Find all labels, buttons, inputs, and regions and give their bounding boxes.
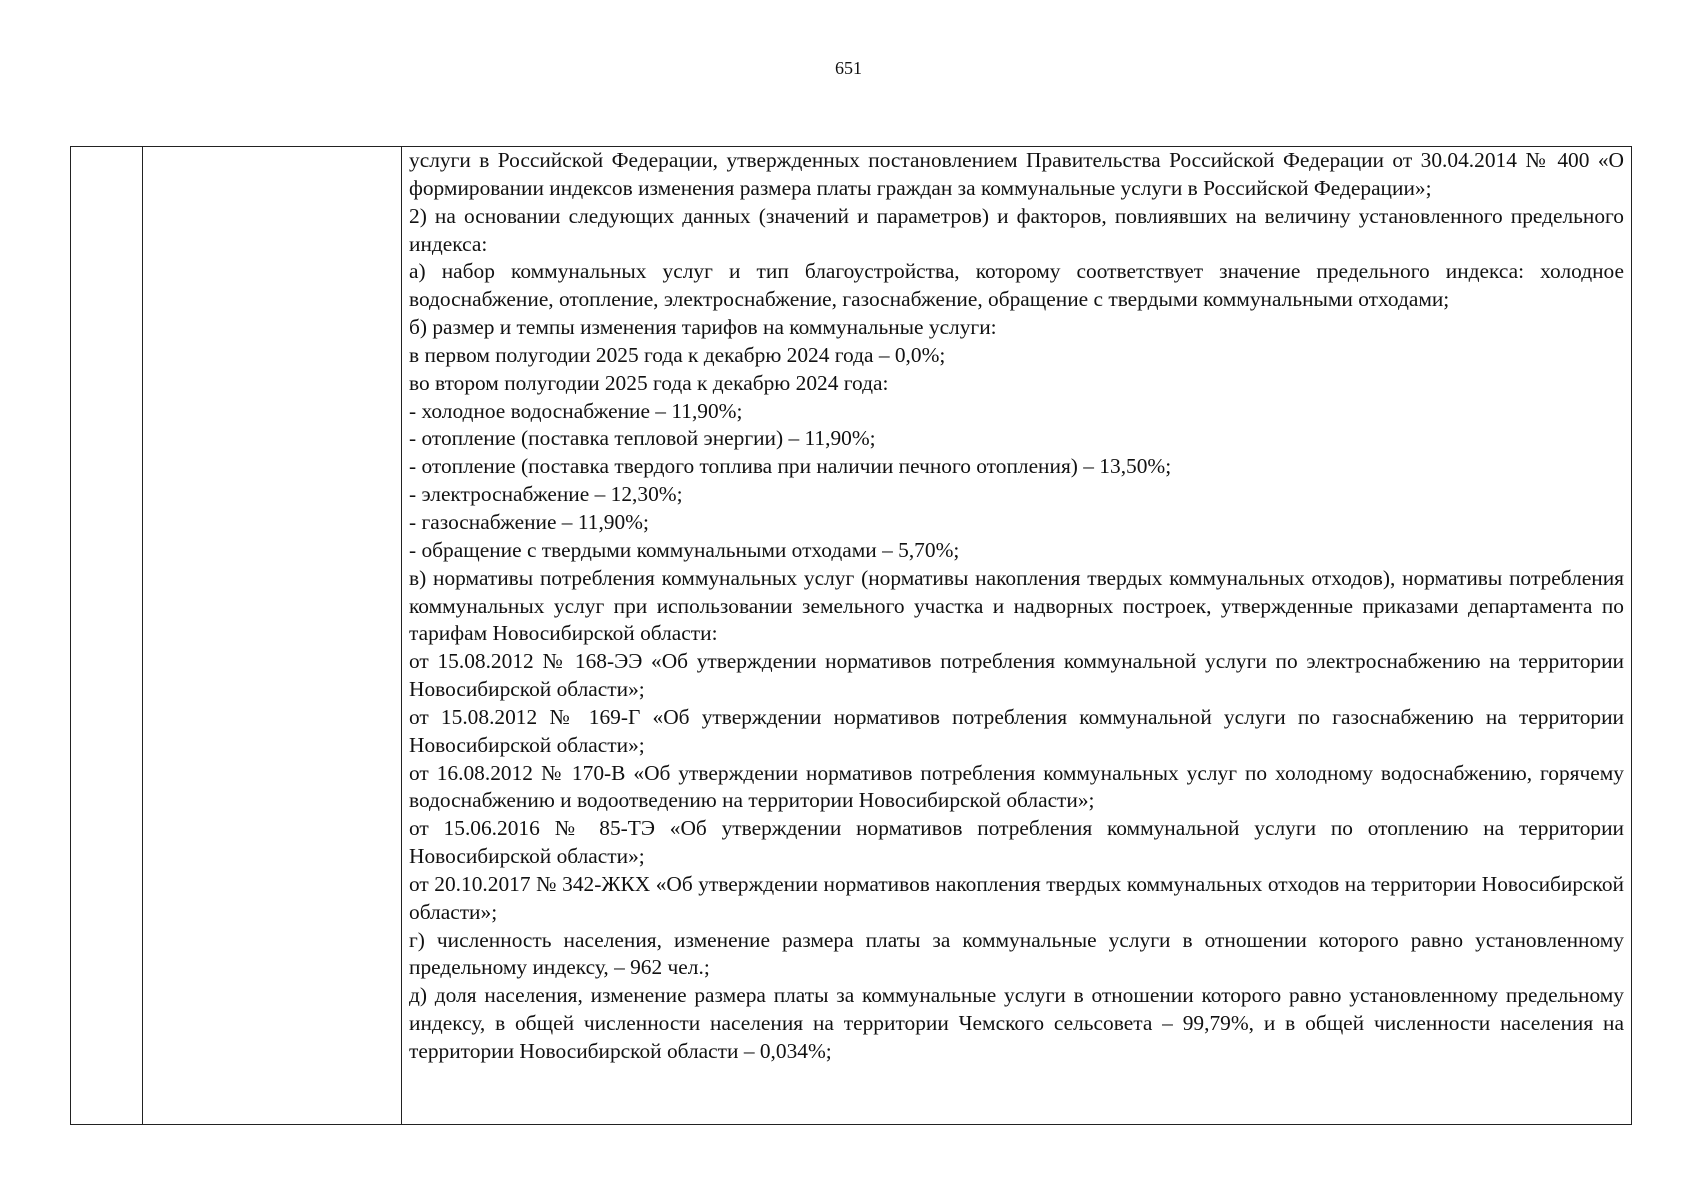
text-paragraph: г) численность населения, изменение размера платы за коммунальные услуги в отношении которого равно установленному предельному индексу, – 962 чел.; (409, 927, 1624, 980)
text-paragraph: - холодное водоснабжение – 11,90%; (409, 398, 743, 423)
text-paragraph: услуги в Российской Федерации, утвержденных постановлением Правительства Российской Федерации от 30.04.2014 № 400 «О формировании индексов изменения размера платы граждан за коммунальные услуги в Российской Федерации»; (409, 148, 1624, 200)
text-paragraph: - обращение с твердыми коммунальными отходами – 5,70%; (409, 537, 960, 562)
text-paragraph: от 16.08.2012 № 170-В «Об утверждении нормативов потребления коммунальных услуг по холодному водоснабжению, горячему водоснабжению и водоотведению на территории Новосибирской области»; (409, 760, 1624, 813)
text-paragraph: - электроснабжение – 12,30%; (409, 482, 683, 507)
text-paragraph: в) нормативы потребления коммунальных услуг (нормативы накопления твердых коммунальных отходов), нормативы потребления коммунальных услуг при использовании земельного участка и надворных построек, утвержденные приказами департамента по тарифам Новосибирской области: (409, 565, 1624, 646)
table-column-name (143, 147, 402, 1124)
text-paragraph: - отопление (поставка тепловой энергии) – 11,90%; (409, 426, 876, 451)
text-paragraph: во втором полугодии 2025 года к декабрю 2024 года: (409, 370, 889, 395)
text-paragraph: 2) на основании следующих данных (значений и параметров) и факторов, повлиявших на величину установленного предельного индекса: (409, 203, 1624, 256)
text-paragraph: б) размер и темпы изменения тарифов на коммунальные услуги: (409, 315, 997, 340)
text-paragraph: от 15.06.2016 № 85-ТЭ «Об утверждении нормативов потребления коммунальной услуги по отоплению на территории Новосибирской области»; (409, 816, 1624, 869)
text-paragraph: в первом полугодии 2025 года к декабрю 2024 года – 0,0%; (409, 342, 946, 367)
document-table (70, 146, 1632, 1125)
text-paragraph: - отопление (поставка твердого топлива при наличии печного отопления) – 13,50%; (409, 454, 1172, 479)
text-paragraph: от 20.10.2017 № 342-ЖКХ «Об утверждении нормативов накопления твердых коммунальных отходов на территории Новосибирской области»; (409, 871, 1624, 924)
table-column-number (71, 147, 143, 1124)
text-paragraph: д) доля населения, изменение размера платы за коммунальные услуги в отношении которого равно установленному предельному индексу, в общей численности населения на территории Чемского сельсовета – 99,79%, и в общей численности населения на территории Новосибирской области – 0,034%; (409, 983, 1624, 1063)
page-number: 651 (835, 58, 862, 78)
table-column-text (402, 147, 1631, 1124)
text-paragraph: от 15.08.2012 № 169-Г «Об утверждении нормативов потребления коммунальной услуги по газоснабжению на территории Новосибирской области»; (409, 704, 1624, 757)
text-paragraph: - газоснабжение – 11,90%; (409, 509, 649, 534)
text-paragraph: а) набор коммунальных услуг и тип благоустройства, которому соответствует значение предельного индекса: холодное водоснабжение, отопление, электроснабжение, газоснабжение, обращение с твердыми коммунальными отходами; (409, 259, 1624, 312)
text-paragraph: от 15.08.2012 № 168-ЭЭ «Об утверждении нормативов потребления коммунальной услуги по электроснабжению на территории Новосибирской области»; (409, 649, 1624, 702)
